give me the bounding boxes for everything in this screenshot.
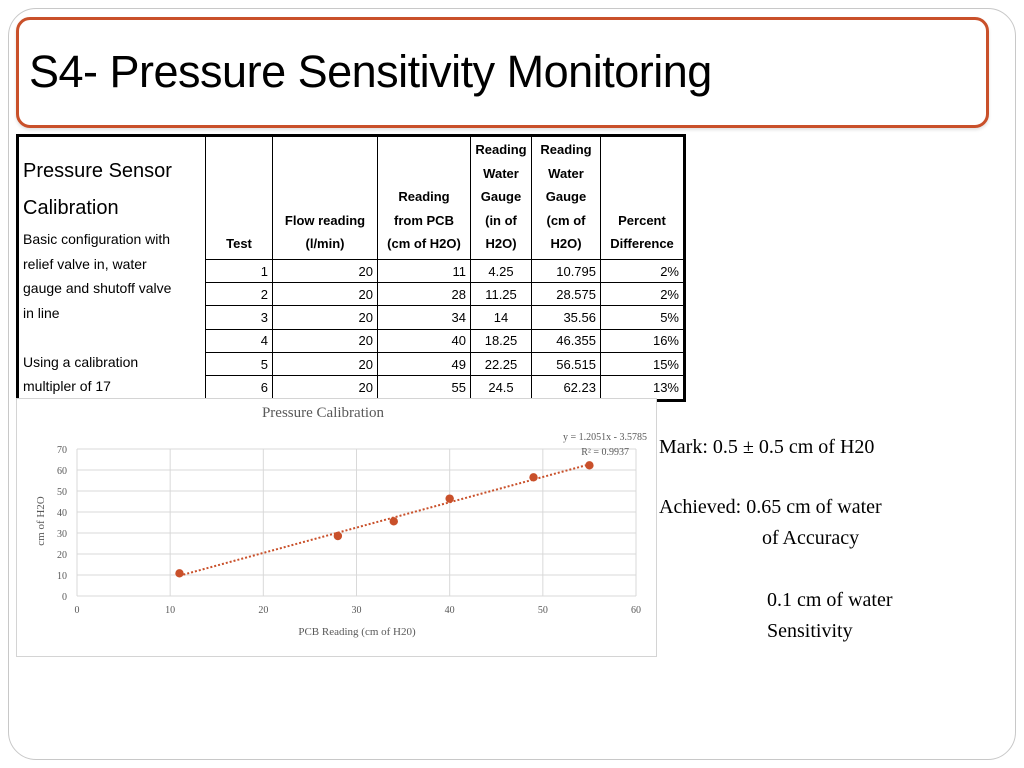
cell-test: 3 [206,306,273,329]
cell-gauge-cm: 62.23 [532,376,601,399]
sensitivity-note-line1: 0.1 cm of water [767,589,893,611]
data-point [390,517,398,525]
chart-title: Pressure Calibration [261,405,385,421]
cell-gauge-in: 11.25 [471,283,532,306]
x-tick-label: 60 [631,605,641,616]
cell-gauge-in: 4.25 [471,259,532,282]
cell-gauge-cm: 10.795 [532,259,601,282]
x-tick-label: 10 [165,605,176,616]
header-gauge-in: Reading Water Gauge (in of H2O) [471,137,532,260]
cell-test: 2 [206,283,273,306]
cell-pcb: 49 [378,352,471,375]
cell-percent: 2% [601,259,684,282]
cell-pcb: 11 [378,259,471,282]
data-point [445,494,453,502]
cell-gauge-in: 22.25 [471,352,532,375]
x-tick-label: 0 [74,605,80,616]
description-line: Using a calibration [23,353,139,370]
y-tick-label: 20 [57,550,67,561]
cell-flow: 20 [273,329,378,352]
description-title-line: Pressure Sensor [23,160,172,182]
trendline [179,464,589,575]
header-test: Test [206,137,273,260]
cell-percent: 15% [601,352,684,375]
slide-title: S4- Pressure Sensitivity Monitoring [29,46,712,97]
cell-percent: 2% [601,283,684,306]
data-point [529,473,537,481]
header-pcb: Reading from PCB (cm of H2O) [378,137,471,260]
y-axis-label: cm of H2O [35,496,47,546]
description-line [23,325,201,350]
header-flow: Flow reading (l/min) [273,137,378,260]
chart-container [16,398,657,657]
x-tick-label: 50 [537,605,548,616]
data-point [175,569,183,577]
cell-flow: 20 [273,352,378,375]
y-tick-label: 70 [57,445,67,456]
description-line: Basic configuration with [23,231,171,247]
y-tick-label: 40 [57,508,67,519]
calibration-table [18,136,684,400]
x-tick-label: 20 [258,605,269,616]
description-title-line: Calibration [23,197,119,219]
cell-flow: 20 [273,259,378,282]
description-line: multipler of 17 [23,378,111,394]
y-tick-label: 0 [62,592,67,603]
data-point [334,532,342,540]
cell-test: 6 [206,376,273,399]
header-percent: Percent Difference [601,137,684,260]
trendline-equation: y = 1.2051x - 3.5785 [563,432,647,443]
x-tick-label: 30 [351,605,362,616]
r-squared-label: R² = 0.9937 [581,447,629,458]
cell-flow: 20 [273,283,378,306]
cell-gauge-cm: 56.515 [532,352,601,375]
sensitivity-note-line2: Sensitivity [767,620,853,642]
title-box [16,17,989,128]
cell-pcb: 40 [378,329,471,352]
cell-percent: 5% [601,306,684,329]
cell-pcb: 55 [378,376,471,399]
x-tick-label: 40 [444,605,455,616]
description-line: relief valve in, water [23,255,147,272]
y-tick-label: 50 [57,487,67,498]
y-tick-label: 60 [57,466,67,477]
description-line: gauge and shutoff valve [23,280,172,296]
x-axis-label: PCB Reading (cm of H20) [298,626,416,638]
scatter-chart [17,399,658,658]
cell-percent: 16% [601,329,684,352]
table-header-row [19,137,684,260]
description-line: in line [23,304,60,321]
cell-pcb: 34 [378,306,471,329]
cell-gauge-in: 18.25 [471,329,532,352]
cell-gauge-cm: 35.56 [532,306,601,329]
cell-gauge-in: 14 [471,306,532,329]
y-tick-label: 30 [57,529,67,540]
cell-test: 5 [206,352,273,375]
data-point [585,461,593,469]
cell-test: 4 [206,329,273,352]
achieved-note-line2: of Accuracy [762,527,860,549]
description-cell [19,137,206,400]
cell-gauge-cm: 46.355 [532,329,601,352]
cell-percent: 13% [601,376,684,399]
cell-flow: 20 [273,376,378,399]
y-tick-label: 10 [57,571,67,582]
header-gauge-cm: Reading Water Gauge (cm of H2O) [532,137,601,260]
cell-flow: 20 [273,306,378,329]
cell-gauge-cm: 28.575 [532,283,601,306]
cell-pcb: 28 [378,283,471,306]
cell-test: 1 [206,259,273,282]
mark-note: Mark: 0.5 ± 0.5 cm of H20 [659,436,875,458]
achieved-note-line1: Achieved: 0.65 cm of water [659,496,882,518]
cell-gauge-in: 24.5 [471,376,532,399]
